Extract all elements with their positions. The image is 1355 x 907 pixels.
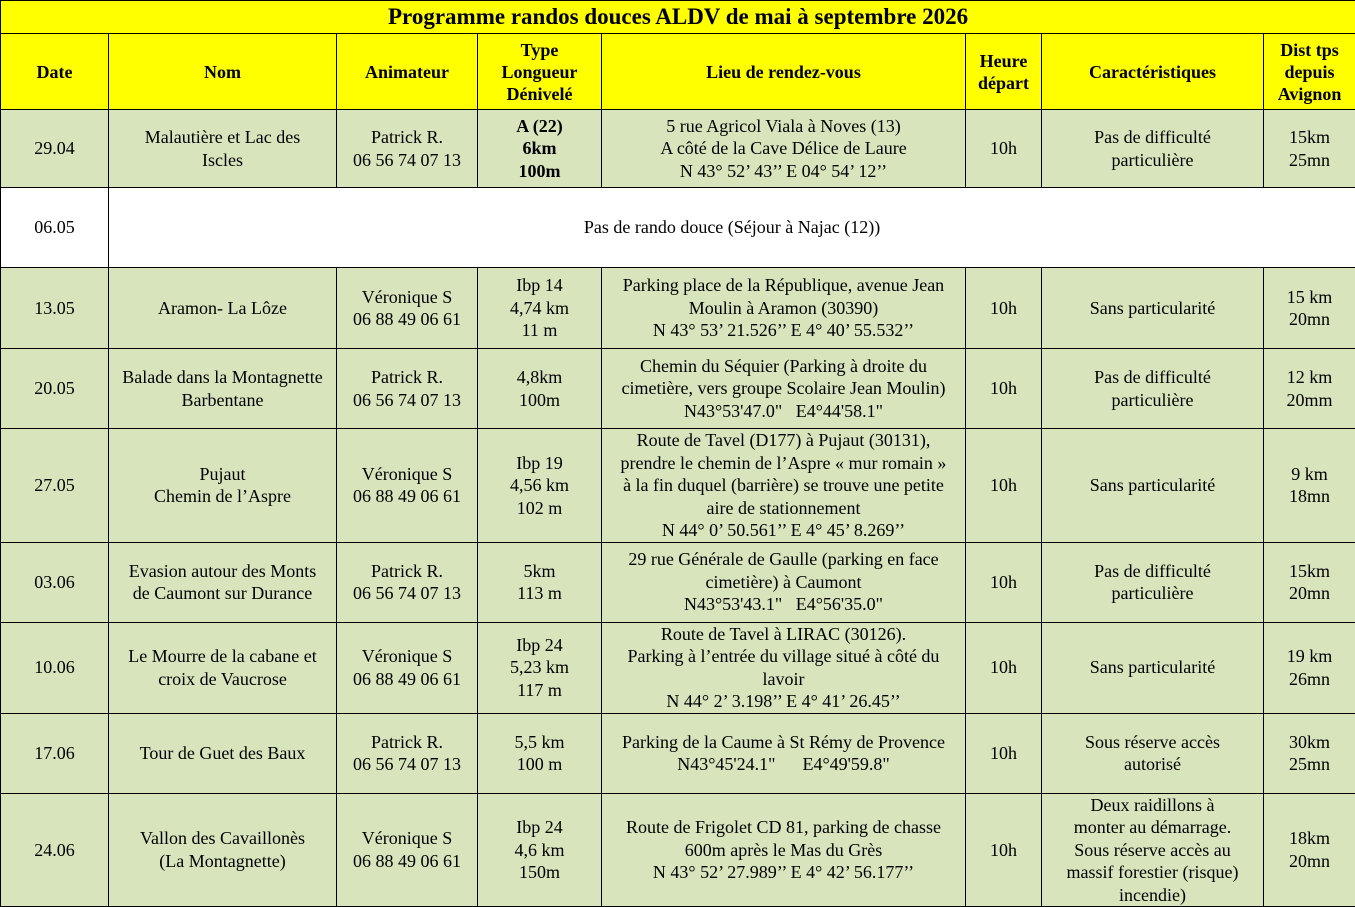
date-cell: 06.05: [1, 188, 109, 268]
animateur-cell-line: 06 88 49 06 61: [353, 850, 461, 871]
caracteristiques-cell-line: particulière: [1111, 583, 1194, 603]
date-cell: 20.05: [1, 349, 109, 429]
animateur-cell-line: Véronique S: [361, 828, 453, 849]
table-row: [1, 268, 1355, 349]
caracteristiques-cell-line: autorisé: [1124, 754, 1181, 774]
lieu-cell: [602, 429, 966, 543]
table-body: [1, 110, 1355, 907]
lieu-cell-line: N 44° 0’ 50.561’’ E 4° 45’ 8.269’’: [661, 520, 906, 540]
header-type: [478, 34, 602, 110]
type-cell-line: Ibp 24: [516, 817, 563, 837]
caracteristiques-cell-line: Sous réserve accès au: [1074, 839, 1231, 860]
nom-cell: [109, 429, 337, 543]
caracteristiques-cell-line: particulière: [1111, 149, 1194, 170]
type-cell: [478, 268, 602, 349]
dist-cell-line: 15km: [1289, 560, 1331, 581]
header-dist: [1264, 34, 1355, 110]
lieu-cell-line: Route de Tavel à LIRAC (30126).: [660, 623, 907, 644]
header-row: [1, 34, 1355, 110]
type-cell-line: 150m: [518, 862, 560, 882]
type-cell: [478, 542, 602, 622]
header-type-line: Longueur: [501, 61, 578, 82]
dist-cell-line: 15km: [1289, 127, 1331, 147]
animateur-cell-line: 06 56 74 07 13: [353, 583, 461, 603]
header-heure-line: Heure: [979, 50, 1028, 71]
type-cell-line: Ibp 19: [516, 452, 563, 473]
lieu-cell-line: aire de stationnement: [706, 497, 861, 518]
header-type-line: Type: [520, 39, 559, 60]
caracteristiques-cell-line: incendie): [1119, 884, 1186, 905]
dist-cell-line: 26mn: [1289, 668, 1331, 689]
lieu-cell: [602, 542, 966, 622]
no-rando-message: Pas de rando douce (Séjour à Najac (12)): [109, 188, 1355, 268]
nom-cell-line: de Caumont sur Durance: [132, 583, 313, 603]
type-cell-line: 5km: [523, 560, 556, 581]
dist-cell: [1264, 542, 1355, 622]
nom-cell-line: Vallon des Cavaillonès: [140, 828, 305, 849]
date-cell: 03.06: [1, 542, 109, 622]
lieu-cell-line: Parking place de la République, avenue Jean: [622, 275, 945, 296]
type-cell-line: 4,6 km: [514, 839, 565, 860]
lieu-cell-line: prendre le chemin de l’Aspre « mur romain »: [620, 452, 947, 473]
nom-cell-line: Pujaut: [199, 463, 246, 484]
animateur-cell-line: 06 88 49 06 61: [353, 668, 461, 689]
header-dist-line: Dist tps: [1280, 39, 1339, 60]
dist-cell: [1264, 110, 1355, 188]
caracteristiques-cell: [1042, 542, 1264, 622]
animateur-cell-line: Patrick R.: [371, 560, 443, 581]
caracteristiques-cell-line: massif forestier (risque): [1066, 862, 1239, 882]
animateur-cell: [337, 110, 478, 188]
heure-cell: 10h: [966, 542, 1042, 622]
type-cell-line: 5,23 km: [509, 657, 569, 678]
type-cell-line: Ibp 14: [516, 275, 563, 296]
nom-cell-line: Chemin de l’Aspre: [154, 486, 291, 507]
dist-cell: [1264, 429, 1355, 543]
dist-cell-line: 20mn: [1289, 309, 1331, 329]
nom-cell-line: Malautière et Lac des: [144, 127, 301, 147]
nom-cell: [109, 268, 337, 349]
lieu-cell-line: lavoir: [762, 668, 805, 689]
dist-cell: [1264, 349, 1355, 429]
animateur-cell-line: 06 88 49 06 61: [353, 486, 461, 507]
caracteristiques-cell-line: particulière: [1111, 389, 1194, 410]
type-cell-line: 113 m: [517, 583, 562, 603]
animateur-cell-line: 06 88 49 06 61: [353, 309, 461, 329]
lieu-cell-line: Moulin à Aramon (30390): [688, 297, 879, 318]
lieu-cell-line: Parking de la Caume à St Rémy de Provence: [622, 731, 945, 752]
type-cell: [478, 713, 602, 793]
date-cell: 13.05: [1, 268, 109, 349]
type-cell-line: 117 m: [517, 679, 562, 700]
caracteristiques-cell: [1042, 110, 1264, 188]
nom-cell-line: Le Mourre de la cabane et: [128, 646, 317, 666]
animateur-cell: [337, 542, 478, 622]
dist-cell-line: 18km: [1289, 828, 1331, 849]
caracteristiques-cell: [1042, 793, 1264, 907]
lieu-cell-line: Parking à l’entrée du village situé à côté du: [627, 646, 940, 666]
lieu-cell: [602, 622, 966, 713]
dist-cell: [1264, 793, 1355, 907]
caracteristiques-cell: [1042, 622, 1264, 713]
lieu-cell-line: cimetière, vers groupe Scolaire Jean Moulin): [621, 378, 946, 399]
animateur-cell: [337, 349, 478, 429]
heure-cell: 10h: [966, 793, 1042, 907]
dist-cell: [1264, 268, 1355, 349]
lieu-cell: [602, 713, 966, 793]
nom-cell: [109, 713, 337, 793]
animateur-cell-line: 06 56 74 07 13: [353, 389, 461, 410]
date-cell: 10.06: [1, 622, 109, 713]
caracteristiques-cell-line: Sans particularité: [1089, 657, 1216, 678]
heure-cell: 10h: [966, 429, 1042, 543]
type-cell-line: 11 m: [521, 320, 558, 341]
dist-cell-line: 18mn: [1289, 486, 1331, 507]
heure-cell: 10h: [966, 622, 1042, 713]
date-cell: 29.04: [1, 110, 109, 188]
type-cell: [478, 622, 602, 713]
header-caracteristiques: Caractéristiques: [1042, 34, 1264, 110]
lieu-cell-line: 5 rue Agricol Viala à Noves (13): [666, 115, 901, 136]
dist-cell-line: 9 km: [1291, 463, 1328, 484]
type-cell-line: 102 m: [516, 497, 563, 518]
lieu-cell-line: à la fin duquel (barrière) se trouve une petite: [623, 475, 944, 495]
table-row: [1, 349, 1355, 429]
table-row: [1, 110, 1355, 188]
header-nom: Nom: [109, 34, 337, 110]
type-cell-line: 4,56 km: [509, 475, 569, 495]
type-cell: [478, 793, 602, 907]
nom-cell: [109, 349, 337, 429]
table-row: [1, 542, 1355, 622]
lieu-cell-line: Route de Tavel (D177) à Pujaut (30131),: [636, 430, 931, 450]
page-title: Programme randos douces ALDV de mai à septembre 2026: [1, 1, 1355, 34]
animateur-cell-line: 06 56 74 07 13: [353, 149, 461, 170]
header-heure-line: départ: [978, 72, 1029, 93]
animateur-cell-line: Véronique S: [361, 646, 453, 666]
lieu-cell-line: N 44° 2’ 3.198’’ E 4° 41’ 26.45’’: [666, 691, 901, 711]
animateur-cell-line: Véronique S: [361, 286, 453, 307]
lieu-cell-line: N43°53'47.0" E4°44'58.1": [683, 400, 884, 421]
nom-cell-line: Evasion autour des Monts: [128, 560, 317, 581]
dist-cell-line: 25mn: [1289, 754, 1331, 774]
dist-cell-line: 20mn: [1289, 583, 1331, 603]
animateur-cell: [337, 429, 478, 543]
lieu-cell: [602, 110, 966, 188]
animateur-cell: [337, 793, 478, 907]
type-cell-line: 100m: [518, 389, 560, 410]
lieu-cell-line: 29 rue Générale de Gaulle (parking en face: [628, 549, 939, 570]
caracteristiques-cell-line: monter au démarrage.: [1073, 817, 1232, 837]
type-cell-line: A (22): [516, 115, 563, 136]
nom-cell-line: croix de Vaucrose: [158, 668, 287, 689]
dist-cell-line: 15 km: [1286, 286, 1333, 307]
lieu-cell-line: N 43° 52’ 27.989’’ E 4° 42’ 56.177’’: [652, 862, 915, 882]
caracteristiques-cell-line: Deux raidillons à: [1090, 794, 1215, 815]
table-row: [1, 622, 1355, 713]
header-heure: [966, 34, 1042, 110]
type-cell-line: Ibp 24: [516, 634, 563, 655]
animateur-cell: [337, 713, 478, 793]
animateur-cell-line: Véronique S: [361, 463, 453, 484]
lieu-cell-line: cimetière) à Caumont: [705, 571, 862, 592]
nom-cell-line: Barbentane: [181, 389, 264, 410]
lieu-cell-line: Chemin du Séquier (Parking à droite du: [640, 355, 927, 376]
lieu-cell-line: N43°53'43.1" E4°56'35.0": [683, 594, 884, 615]
table-row: [1, 188, 1355, 268]
table-row: [1, 429, 1355, 543]
header-dist-line: Avignon: [1277, 83, 1342, 104]
nom-cell-line: Tour de Guet des Baux: [139, 742, 306, 763]
caracteristiques-cell: [1042, 268, 1264, 349]
type-cell-line: 100m: [518, 160, 561, 181]
type-cell-line: 6km: [522, 138, 557, 159]
lieu-cell-line: Route de Frigolet CD 81, parking de chasse: [626, 817, 941, 837]
lieu-cell-line: N43°45'24.1" E4°49'59.8": [677, 754, 890, 774]
type-cell-line: 100 m: [516, 754, 563, 774]
dist-cell-line: 19 km: [1286, 646, 1333, 666]
nom-cell: [109, 622, 337, 713]
lieu-cell: [602, 793, 966, 907]
type-cell: [478, 429, 602, 543]
animateur-cell: [337, 622, 478, 713]
animateur-cell-line: Patrick R.: [371, 367, 443, 387]
dist-cell-line: 25mn: [1289, 149, 1331, 170]
dist-cell-line: 20mn: [1289, 850, 1331, 871]
caracteristiques-cell: [1042, 349, 1264, 429]
animateur-cell-line: Patrick R.: [371, 127, 443, 147]
nom-cell-line: Aramon- La Lôze: [158, 297, 287, 318]
animateur-cell-line: Patrick R.: [371, 731, 443, 752]
nom-cell-line: Iscles: [202, 149, 243, 170]
date-cell: 17.06: [1, 713, 109, 793]
header-lieu: Lieu de rendez-vous: [602, 34, 966, 110]
type-cell-line: 4,74 km: [509, 297, 569, 318]
heure-cell: 10h: [966, 268, 1042, 349]
animateur-cell: [337, 268, 478, 349]
lieu-cell: [602, 349, 966, 429]
header-date: Date: [1, 34, 109, 110]
type-cell-line: 4,8km: [516, 367, 563, 387]
heure-cell: 10h: [966, 349, 1042, 429]
date-cell: 24.06: [1, 793, 109, 907]
header-type-line: Dénivelé: [506, 83, 573, 104]
dist-cell: [1264, 713, 1355, 793]
nom-cell-line: (La Montagnette): [159, 850, 286, 871]
type-cell-line: 5,5 km: [514, 731, 565, 752]
date-cell: 27.05: [1, 429, 109, 543]
caracteristiques-cell-line: Sans particularité: [1089, 475, 1216, 495]
lieu-cell-line: 600m après le Mas du Grès: [684, 839, 883, 860]
lieu-cell-line: N 43° 53’ 21.526’’ E 4° 40’ 55.532’’: [652, 320, 915, 341]
caracteristiques-cell-line: Sous réserve accès: [1085, 731, 1220, 752]
heure-cell: 10h: [966, 110, 1042, 188]
type-cell: [478, 110, 602, 188]
animateur-cell-line: 06 56 74 07 13: [353, 754, 461, 774]
table-row: [1, 713, 1355, 793]
dist-cell-line: 12 km: [1286, 367, 1333, 387]
caracteristiques-cell: [1042, 429, 1264, 543]
header-animateur: Animateur: [337, 34, 478, 110]
nom-cell: [109, 110, 337, 188]
dist-cell-line: 20mm: [1286, 389, 1333, 410]
nom-cell: [109, 793, 337, 907]
dist-cell: [1264, 622, 1355, 713]
caracteristiques-cell: [1042, 713, 1264, 793]
type-cell: [478, 349, 602, 429]
nom-cell-line: Balade dans la Montagnette: [122, 367, 323, 387]
caracteristiques-cell-line: Pas de difficulté: [1094, 127, 1211, 147]
header-dist-line: depuis: [1284, 61, 1335, 82]
nom-cell: [109, 542, 337, 622]
lieu-cell-line: N 43° 52’ 43’’ E 04° 54’ 12’’: [679, 160, 888, 181]
caracteristiques-cell-line: Sans particularité: [1089, 297, 1216, 318]
caracteristiques-cell-line: Pas de difficulté: [1094, 367, 1211, 387]
caracteristiques-cell-line: Pas de difficulté: [1094, 560, 1211, 581]
title-row: [1, 1, 1355, 34]
heure-cell: 10h: [966, 713, 1042, 793]
lieu-cell-line: A côté de la Cave Délice de Laure: [660, 138, 907, 159]
dist-cell-line: 30km: [1289, 731, 1331, 752]
lieu-cell: [602, 268, 966, 349]
table-row: [1, 793, 1355, 907]
